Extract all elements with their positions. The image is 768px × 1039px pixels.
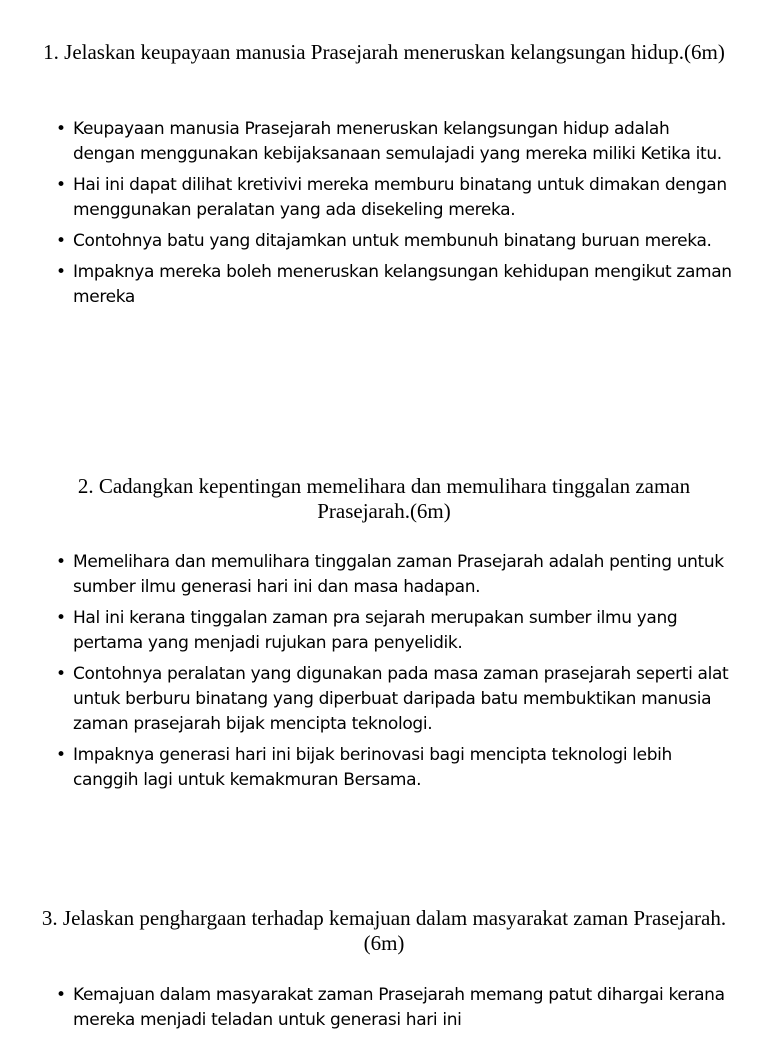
bullet-icon: •	[56, 231, 66, 251]
list-item	[56, 260, 736, 310]
answer-2-list	[56, 550, 736, 799]
list-item	[56, 550, 736, 600]
list-item-text: Impaknya generasi hari ini bijak berinovasi bagi mencipta teknologi lebih canggih lagi untuk kemakmuran Bersama.	[73, 745, 672, 790]
list-item-text: Contohnya peralatan yang digunakan pada masa zaman prasejarah seperti alat untuk berburu binatang yang diperbuat daripada batu membuktikan manusia zaman prasejarah bijak mencipta teknologi.	[73, 664, 729, 734]
list-item-text: Hal ini kerana tinggalan zaman pra sejarah merupakan sumber ilmu yang pertama yang menjadi rujukan para penyelidik.	[73, 608, 678, 653]
bullet-icon: •	[56, 552, 66, 572]
list-item-text: Kemajuan dalam masyarakat zaman Prasejarah memang patut dihargai kerana mereka menjadi teladan untuk generasi hari ini	[73, 985, 725, 1030]
bullet-icon: •	[56, 262, 66, 282]
list-item-text: Memelihara dan memulihara tinggalan zaman Prasejarah adalah penting untuk sumber ilmu generasi hari ini dan masa hadapan.	[73, 552, 724, 597]
bullet-icon: •	[56, 985, 66, 1005]
list-item	[56, 662, 736, 737]
list-item-text: Impaknya mereka boleh meneruskan kelangsungan kehidupan mengikut zaman mereka	[73, 262, 732, 307]
answer-1-list	[56, 117, 736, 316]
question-3-heading: 3. Jelaskan penghargaan terhadap kemajuan dalam masyarakat zaman Prasejarah.(6m)	[41, 906, 727, 955]
bullet-icon: •	[56, 175, 66, 195]
list-item	[56, 983, 736, 1033]
question-1-heading: 1. Jelaskan keupayaan manusia Prasejarah meneruskan kelangsungan hidup.(6m)	[43, 40, 725, 64]
list-item	[56, 606, 736, 656]
bullet-icon: •	[56, 608, 66, 628]
list-item	[56, 173, 736, 223]
list-item	[56, 743, 736, 793]
list-item-text: Keupayaan manusia Prasejarah meneruskan kelangsungan hidup adalah dengan menggunakan kebijaksanaan semulajadi yang mereka miliki Ketika itu.	[73, 119, 722, 164]
list-item	[56, 117, 736, 167]
answer-3-list	[56, 983, 736, 1039]
list-item-text: Contohnya batu yang ditajamkan untuk membunuh binatang buruan mereka.	[73, 231, 712, 251]
list-item-text: Hai ini dapat dilihat kretivivi mereka memburu binatang untuk dimakan dengan menggunakan peralatan yang ada disekeling mereka.	[73, 175, 727, 220]
question-2-heading: 2. Cadangkan kepentingan memelihara dan memulihara tinggalan zaman Prasejarah.(6m)	[77, 474, 691, 523]
bullet-icon: •	[56, 745, 66, 765]
bullet-icon: •	[56, 119, 66, 139]
list-item	[56, 229, 736, 254]
bullet-icon: •	[56, 664, 66, 684]
